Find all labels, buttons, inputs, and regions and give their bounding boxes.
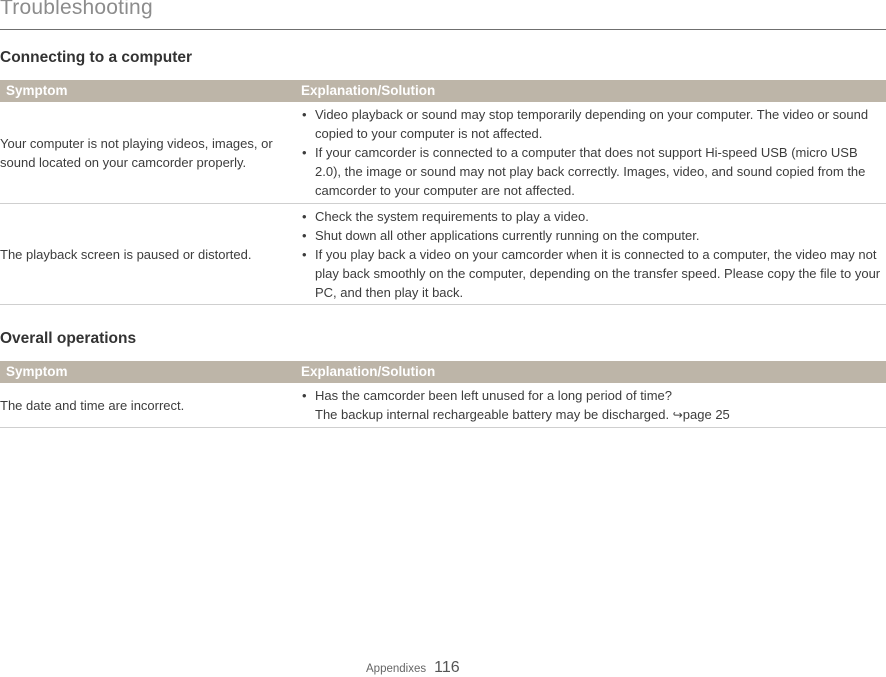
page-footer xyxy=(366,659,460,677)
column-header-symptom: Symptom xyxy=(0,361,295,383)
footer-section-label: Appendixes xyxy=(366,663,427,675)
solution-cell xyxy=(295,102,886,204)
bullet-icon: • xyxy=(302,107,307,122)
solution-list xyxy=(295,105,886,200)
symptom-cell: The playback screen is paused or distorted. xyxy=(0,204,295,305)
table-row xyxy=(0,383,886,428)
list-item-text: Video playback or sound may stop temporarily depending on your computer. The video or sound copied to your computer is not affected. xyxy=(315,107,869,141)
solution-cell xyxy=(295,204,886,305)
symptom-cell: Your computer is not playing videos, images, or sound located on your camcorder properly. xyxy=(0,102,295,204)
list-item-text: If your camcorder is connected to a computer that does not support Hi-speed USB (micro USB 2.0), the image or sound may not play back correctly. Images, video, and sound copied from the camcorder to your computer are not affected. xyxy=(315,145,866,198)
list-item-text: Shut down all other applications currently running on the computer. xyxy=(315,227,700,243)
table-header-row xyxy=(0,80,886,102)
page-number: 116 xyxy=(434,659,460,676)
connecting-table xyxy=(0,80,886,305)
section-heading-connecting: Connecting to a computer xyxy=(0,49,193,66)
list-item xyxy=(295,245,886,302)
page-ref-arrow-icon: ↪ xyxy=(672,407,683,422)
overall-table xyxy=(0,361,886,428)
bullet-icon: • xyxy=(302,387,307,403)
list-item-subtext xyxy=(315,405,886,425)
bullet-icon: • xyxy=(302,208,307,224)
column-header-symptom: Symptom xyxy=(0,80,295,102)
bullet-icon: • xyxy=(302,227,307,243)
table-header-row xyxy=(0,361,886,383)
table-row xyxy=(0,204,886,305)
list-item-text: Has the camcorder been left unused for a long period of time? xyxy=(315,387,672,403)
page-title: Troubleshooting xyxy=(0,0,153,19)
section-heading-overall: Overall operations xyxy=(0,330,137,347)
list-item xyxy=(295,386,886,425)
list-item xyxy=(295,207,886,226)
list-item xyxy=(295,226,886,245)
list-item-subtext-body: The backup internal rechargeable battery may be discharged. xyxy=(315,406,673,422)
bullet-icon: • xyxy=(302,246,307,262)
column-header-solution: Explanation/Solution xyxy=(295,361,886,383)
list-item-text: Check the system requirements to play a video. xyxy=(315,208,589,224)
list-item xyxy=(295,105,886,143)
title-divider xyxy=(0,29,886,30)
symptom-cell: The date and time are incorrect. xyxy=(0,383,295,428)
list-item xyxy=(295,143,886,200)
list-item-text: If you play back a video on your camcorder when it is connected to a computer, the video may not play back smoothly on the computer, depending on the transfer speed. Please copy the file to your PC, and then play it back. xyxy=(315,246,881,300)
solution-list xyxy=(295,386,886,425)
solution-cell xyxy=(295,383,886,428)
bullet-icon: • xyxy=(302,145,307,160)
solution-list xyxy=(295,207,886,302)
table-row xyxy=(0,102,886,204)
page-ref-link[interactable]: page 25 xyxy=(682,406,730,422)
column-header-solution: Explanation/Solution xyxy=(295,80,886,102)
